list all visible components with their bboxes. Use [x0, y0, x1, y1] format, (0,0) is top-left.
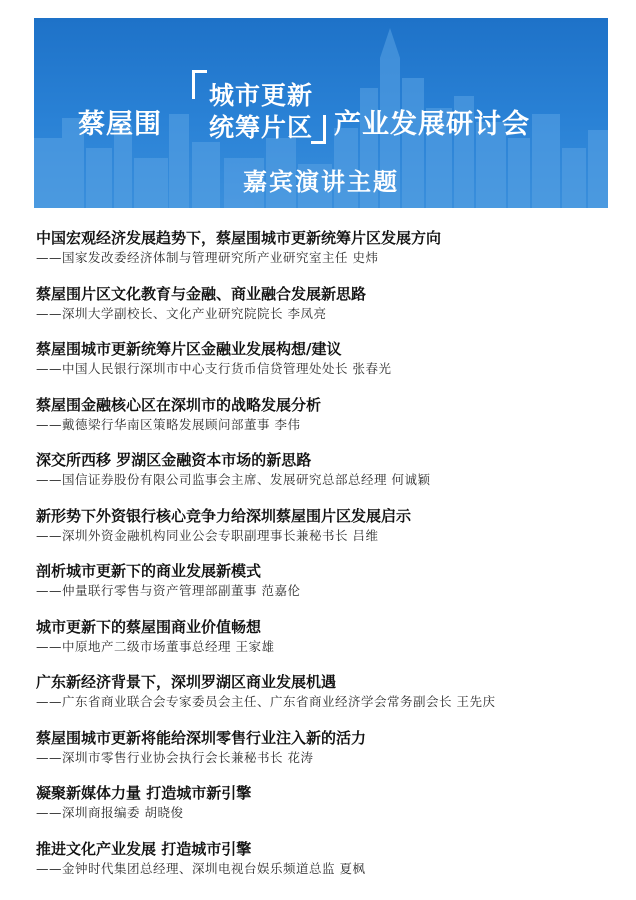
title-box-line-2: 统筹片区 — [208, 113, 313, 142]
talk-topic: 凝聚新媒体力量 打造城市新引擎 — [36, 784, 252, 802]
list-item — [36, 284, 616, 340]
speech-topic-list — [36, 228, 616, 894]
talk-topic: 剖析城市更新下的商业发展新模式 — [36, 562, 262, 580]
talk-speaker: ——国信证券股份有限公司监事会主席、发展研究总部总经理 何诚颖 — [36, 472, 431, 487]
talk-topic: 蔡屋围城市更新统筹片区金融业发展构想/建议 — [36, 340, 342, 358]
talk-speaker: ——深圳外资金融机构同业公会专职副理事长兼秘书长 吕维 — [36, 527, 379, 543]
list-item — [36, 561, 616, 617]
list-item — [36, 339, 616, 395]
talk-speaker: ——中原地产二级市场董事总经理 王家雄 — [36, 638, 275, 654]
title-box-line-1: 城市更新 — [208, 81, 313, 110]
title-suffix: 产业发展研讨会 — [334, 109, 530, 140]
talk-topic: 蔡屋围城市更新将能给深圳零售行业注入新的活力 — [36, 728, 367, 747]
left-corner-bracket — [192, 70, 207, 99]
list-item — [36, 228, 616, 284]
list-item — [36, 672, 616, 728]
list-item — [36, 395, 616, 451]
subtitle: 嘉宾演讲主题 — [243, 167, 399, 196]
talk-speaker: ——国家发改委经济体制与管理研究所产业研究室主任 史炜 — [36, 250, 379, 265]
talk-topic: 新形势下外资银行核心竞争力给深圳蔡屋围片区发展启示 — [36, 506, 412, 525]
list-item — [36, 728, 616, 784]
talk-topic: 广东新经济背景下，深圳罗湖区商业发展机遇 — [36, 673, 337, 691]
talk-speaker: ——深圳商报编委 胡晓俊 — [36, 805, 184, 820]
talk-speaker: ——深圳大学副校长、文化产业研究院院长 李凤亮 — [36, 305, 327, 321]
talk-topic: 蔡屋围片区文化教育与金融、商业融合发展新思路 — [36, 284, 367, 303]
talk-speaker: ——仲量联行零售与资产管理部副董事 范嘉伦 — [36, 583, 301, 598]
list-item — [36, 617, 616, 673]
title-bracket-box — [192, 70, 326, 144]
talk-topic: 中国宏观经济发展趋势下，蔡屋围城市更新统筹片区发展方向 — [36, 229, 442, 247]
talk-topic: 蔡屋围金融核心区在深圳市的战略发展分析 — [36, 395, 322, 414]
list-item — [36, 839, 616, 895]
talk-topic: 推进文化产业发展 打造城市引擎 — [36, 839, 252, 858]
talk-topic: 城市更新下的蔡屋围商业价值畅想 — [36, 617, 262, 636]
talk-speaker: ——深圳市零售行业协会执行会长兼秘书长 花涛 — [36, 749, 314, 765]
talk-speaker: ——金钟时代集团总经理、深圳电视台娱乐频道总监 夏枫 — [36, 860, 366, 876]
talk-speaker: ——戴德梁行华南区策略发展顾问部董事 李伟 — [36, 416, 301, 432]
talk-topic: 深交所西移 罗湖区金融资本市场的新思路 — [36, 451, 312, 469]
list-item — [36, 450, 616, 506]
list-item — [36, 783, 616, 839]
header-banner — [34, 18, 608, 208]
list-item — [36, 506, 616, 562]
talk-speaker: ——广东省商业联合会专家委员会主任、广东省商业经济学会常务副会长 王先庆 — [36, 694, 496, 709]
title-prefix: 蔡屋围 — [78, 109, 162, 140]
talk-speaker: ——中国人民银行深圳市中心支行货币信贷管理处处长 张春光 — [36, 361, 392, 376]
